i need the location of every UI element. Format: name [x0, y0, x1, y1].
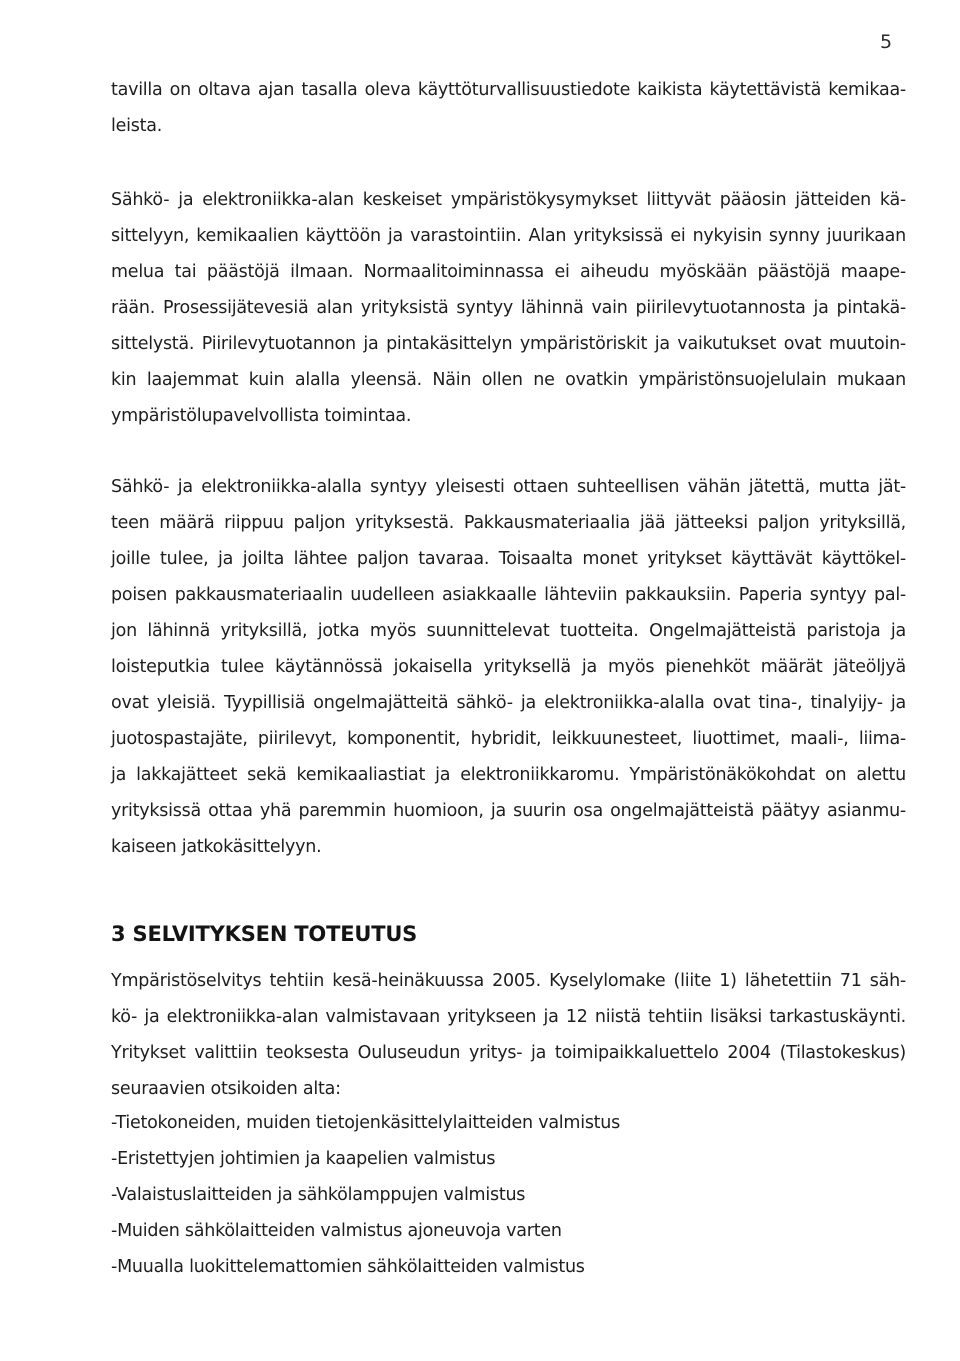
paragraph-line: seuraavien otsikoiden alta: — [111, 1079, 341, 1099]
paragraph-line: sittelystä. Piirilevytuotannon ja pintakäsittelyn ympäristöriskit ja vaikutukset ovat muutoin- — [111, 334, 906, 354]
paragraph-line: yrityksissä ottaa yhä paremmin huomioon, ja suurin osa ongelmajätteistä päätyy asianmu- — [111, 801, 906, 821]
paragraph-line: kin laajemmat kuin alalla yleensä. Näin ollen ne ovatkin ympäristönsuojelulain mukaan — [111, 370, 906, 390]
category-list — [111, 1105, 620, 1285]
paragraph-line: kö- ja elektroniikka-alan valmistavaan yritykseen ja 12 niistä tehtiin lisäksi tarkastuskäynti. — [111, 1007, 906, 1027]
paragraph-1 — [111, 72, 906, 144]
list-item: -Valaistuslaitteiden ja sähkölamppujen valmistus — [111, 1185, 526, 1205]
paragraph-3 — [111, 469, 906, 865]
paragraph-line: poisen pakkausmateriaalin uudelleen asiakkaalle lähteviin pakkauksiin. Paperia syntyy pal- — [111, 585, 906, 605]
section-paragraph — [111, 963, 906, 1107]
paragraph-line: sittelyyn, kemikaalien käyttöön ja varastointiin. Alan yrityksissä ei nykyisin synny juurikaan — [111, 226, 906, 246]
page-number: 5 — [880, 31, 893, 53]
paragraph-line: Sähkö- ja elektroniikka-alan keskeiset ympäristökysymykset liittyvät pääosin jätteiden kä- — [111, 190, 906, 210]
paragraph-line: tavilla on oltava ajan tasalla oleva käyttöturvallisuustiedote kaikista käytettävistä kemikaa- — [111, 80, 906, 100]
paragraph-line: melua tai päästöjä ilmaan. Normaalitoiminnassa ei aiheudu myöskään päästöjä maape- — [111, 262, 906, 282]
paragraph-line: Ympäristöselvitys tehtiin kesä-heinäkuussa 2005. Kyselylomake (liite 1) lähetettiin 71 säh- — [111, 971, 906, 991]
list-item: -Muiden sähkölaitteiden valmistus ajoneuvoja varten — [111, 1221, 562, 1241]
paragraph-line: Sähkö- ja elektroniikka-alalla syntyy yleisesti ottaen suhteellisen vähän jätettä, mutta jät- — [111, 477, 906, 497]
paragraph-2 — [111, 182, 906, 434]
list-item: -Muualla luokittelemattomien sähkölaitteiden valmistus — [111, 1257, 585, 1277]
section-heading: 3 SELVITYKSEN TOTEUTUS — [111, 922, 418, 946]
paragraph-line: teen määrä riippuu paljon yrityksestä. Pakkausmateriaalia jää jätteeksi paljon yrityksillä, — [111, 513, 906, 533]
paragraph-line: jon lähinnä yrityksillä, jotka myös suunnittelevat tuotteita. Ongelmajätteistä paristoja ja — [111, 621, 906, 641]
paragraph-line: ovat yleisiä. Tyypillisiä ongelmajätteitä sähkö- ja elektroniikka-alalla ovat tina-, tinalyijy- ja — [111, 693, 906, 713]
paragraph-line: rään. Prosessijätevesiä alan yrityksistä syntyy lähinnä vain piirilevytuotannosta ja pintakä- — [111, 298, 906, 318]
paragraph-line: ympäristölupavelvollista toimintaa. — [111, 406, 412, 426]
paragraph-line: joille tulee, ja joilta lähtee paljon tavaraa. Toisaalta monet yritykset käyttävät käyttökel- — [111, 549, 906, 569]
list-item: -Eristettyjen johtimien ja kaapelien valmistus — [111, 1149, 496, 1169]
paragraph-line: loisteputkia tulee käytännössä jokaisella yrityksellä ja myös pienehköt määrät jäteöljyä — [111, 657, 906, 677]
paragraph-line: kaiseen jatkokäsittelyyn. — [111, 837, 322, 857]
list-item: -Tietokoneiden, muiden tietojenkäsittelylaitteiden valmistus — [111, 1113, 621, 1133]
paragraph-line: Yritykset valittiin teoksesta Ouluseudun yritys- ja toimipaikkaluettelo 2004 (Tilastokeskus) — [111, 1043, 906, 1063]
paragraph-line: ja lakkajätteet sekä kemikaaliastiat ja elektroniikkaromu. Ympäristönäkökohdat on alettu — [111, 765, 906, 785]
paragraph-line: leista. — [111, 116, 163, 136]
paragraph-line: juotospastajäte, piirilevyt, komponentit, hybridit, leikkuunesteet, liuottimet, maali-, liima- — [111, 729, 906, 749]
